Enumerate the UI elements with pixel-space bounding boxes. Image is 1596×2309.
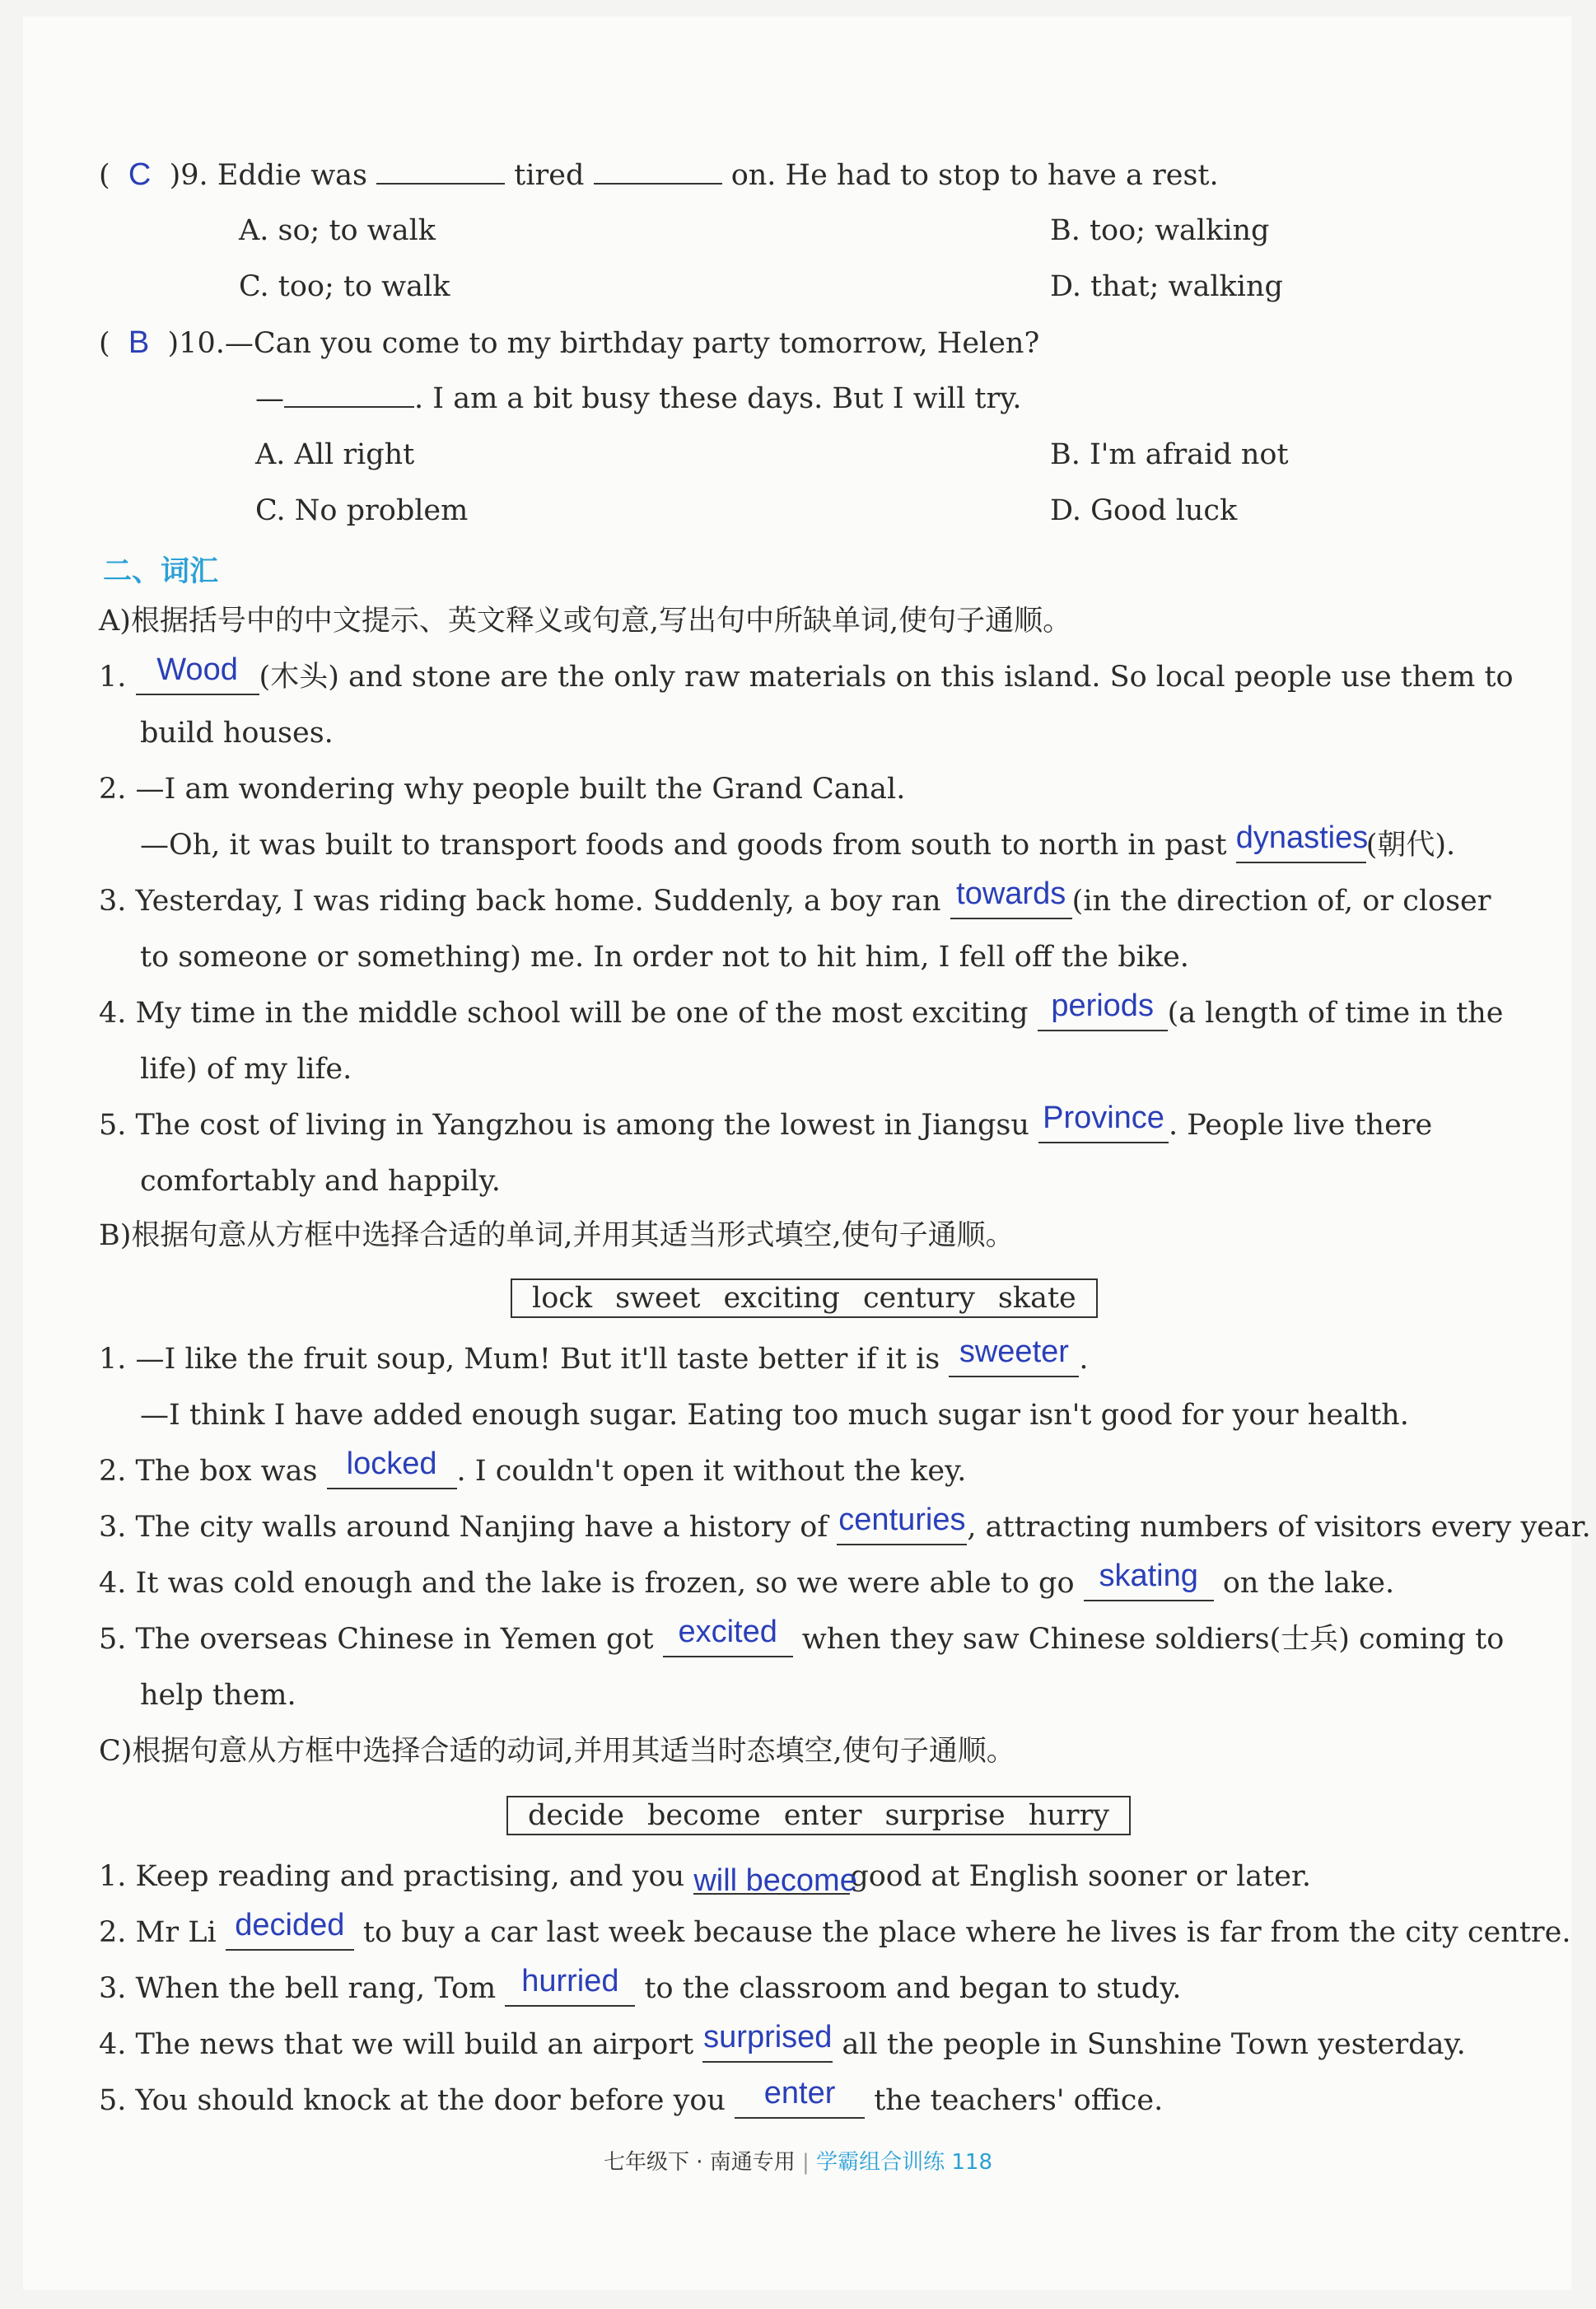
partA-q3-cont: to someone or something) me. In order not to hit him, I fell off the bike. [140,941,1189,974]
partC-q2-blank[interactable]: decided [226,1915,354,1951]
partA-q2-cont: —Oh, it was built to transport foods and goods from south to north in past dynasties(朝代). [140,820,1456,862]
partB-q2: 2. The box was locked . I couldn't open it without the key. [99,1447,967,1488]
partA-q5-blank[interactable]: Province [1038,1108,1169,1143]
partB-q1-blank[interactable]: sweeter [949,1342,1079,1377]
partC-q3: 3. When the bell rang, Tom hurried to the classroom and began to study. [99,1964,1182,2005]
q10-answer: B [128,325,150,360]
partA-q2: 2. —I am wondering why people built the Grand Canal. [99,773,906,806]
page-number: 118 [951,2150,992,2175]
partA-q2-blank[interactable]: dynasties [1236,828,1366,863]
partB-q5-cont: help them. [140,1679,296,1712]
partA-q4-cont: life) of my life. [140,1053,352,1086]
partA-q4: 4. My time in the middle school will be one of the most exciting periods (a length of time in the [99,989,1504,1030]
q10-option-c[interactable]: C. No problem [255,494,469,527]
q10-blank[interactable] [284,406,414,408]
q9-blank-1[interactable] [376,183,505,185]
q9-answer: C [128,157,152,192]
q10-option-a[interactable]: A. All right [255,438,415,471]
partB-q4-blank[interactable]: skating [1084,1566,1214,1601]
partB-q2-blank[interactable]: locked [327,1454,457,1489]
section-vocabulary-heading: 二、词汇 [103,555,219,588]
partB-q3-blank[interactable]: centuries [837,1510,967,1545]
partC-q4-blank[interactable]: surprised [702,2027,833,2063]
partC-q5: 5. You should knock at the door before you enter the teachers' office. [99,2076,1164,2117]
partA-q5-cont: comfortably and happily. [140,1165,501,1198]
partA-q4-blank[interactable]: periods [1038,996,1168,1031]
q9-stem: ( C )9. Eddie was tired on. He had to stop to have a rest. [99,157,1219,192]
partC-q3-blank[interactable]: hurried [505,1971,635,2007]
partA-q1: 1. Wood (木头) and stone are the only raw materials on this island. So local people use them to [99,652,1514,694]
partA-q1-cont: build houses. [140,717,334,750]
partA-q3: 3. Yesterday, I was riding back home. Suddenly, a boy ran towards (in the direction of, or closer [99,876,1491,918]
partB-q3: 3. The city walls around Nanjing have a history of centuries, attracting numbers of visitors every year. [99,1503,1591,1544]
partB-q5-blank[interactable]: excited [663,1622,793,1657]
partB-word-box: lock sweet exciting century skate [511,1278,1098,1318]
q10-option-b[interactable]: B. I'm afraid not [1050,438,1289,471]
q10-stem: ( B )10.—Can you come to my birthday party tomorrow, Helen? [99,325,1040,360]
partC-q4: 4. The news that we will build an airport surprised all the people in Sunshine Town yesterday. [99,2020,1466,2061]
partC-word-box: decide become enter surprise hurry [506,1796,1131,1835]
q9-option-b[interactable]: B. too; walking [1050,214,1270,247]
q10-option-d[interactable]: D. Good luck [1050,494,1238,527]
partC-q1-blank[interactable]: will become [693,1859,850,1895]
q9-option-c[interactable]: C. too; to walk [239,270,450,303]
partA-title: A)根据括号中的中文提示、英文释义或句意,写出句中所缺单词,使句子通顺。 [99,605,1072,638]
partA-q5: 5. The cost of living in Yangzhou is among the lowest in Jiangsu Province . People live there [99,1101,1433,1142]
footer-brand: 学霸组合训练 [816,2150,945,2175]
footer-grade: 七年级下 · 南通专用 [603,2150,796,2175]
partC-title: C)根据句意从方框中选择合适的动词,并用其适当时态填空,使句子通顺。 [99,1735,1015,1768]
q9-option-a[interactable]: A. so; to walk [239,214,436,247]
q9-blank-2[interactable] [594,183,722,185]
partB-q5: 5. The overseas Chinese in Yemen got excited when they saw Chinese soldiers(士兵) coming to [99,1615,1505,1656]
partC-q1: 1. Keep reading and practising, and you will becomegood at English sooner or later. [99,1860,1311,1898]
partB-title: B)根据句意从方框中选择合适的单词,并用其适当形式填空,使句子通顺。 [99,1219,1015,1252]
partB-q1: 1. —I like the fruit soup, Mum! But it'll taste better if it is sweeter . [99,1334,1089,1376]
q10-reply: — . I am a bit busy these days. But I will try. [255,382,1022,415]
partA-q3-blank[interactable]: towards [950,884,1072,919]
q9-option-d[interactable]: D. that; walking [1050,270,1283,303]
partA-q1-blank[interactable]: Wood [136,660,259,695]
partC-q5-blank[interactable]: enter [735,2083,865,2119]
page-footer: 七年级下 · 南通专用 | 学霸组合训练 118 [603,2150,992,2175]
partC-q2: 2. Mr Li decided to buy a car last week because the place where he lives is far from the city centre. [99,1908,1571,1949]
partB-q4: 4. It was cold enough and the lake is frozen, so we were able to go skating on the lake. [99,1559,1395,1600]
partB-q1-cont: —I think I have added enough sugar. Eating too much sugar isn't good for your health. [140,1399,1409,1432]
